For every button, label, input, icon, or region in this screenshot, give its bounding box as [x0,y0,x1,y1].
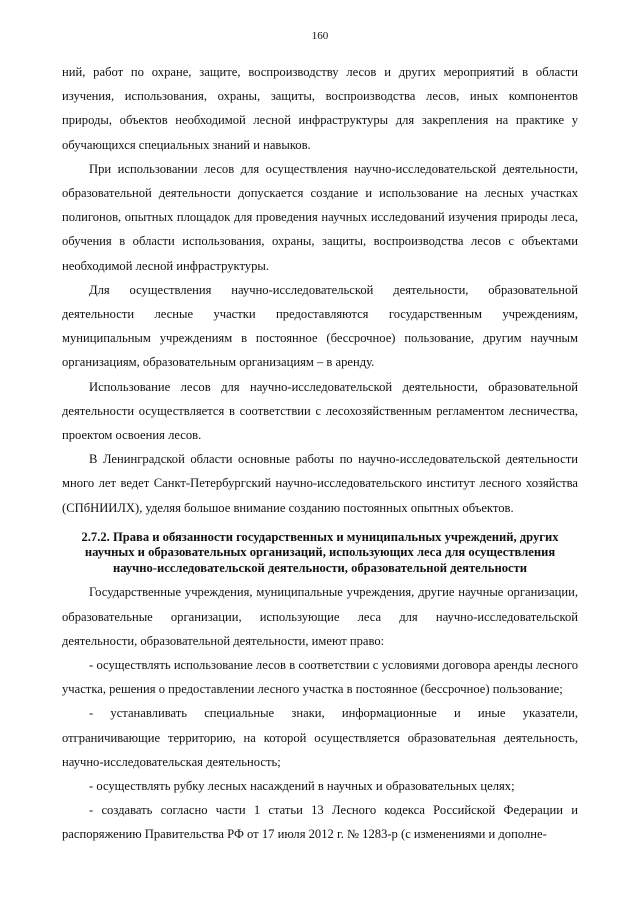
paragraph-continuation: ний, работ по охране, защите, воспроизводству лесов и других мероприятий в области изучения, использования, охраны, защиты, воспроизводства лесов, иных компонентов природы, объектов необходимой лесной инфраструктуры для закрепления на практике у обучающихся специальных знаний и навыков. [62,65,578,152]
list-item: - осуществлять использование лесов в соответствии с условиями договора аренды лесного участка, решения о предоставлении лесного участка в постоянное (бессрочное) пользование; [62,657,578,697]
list-item: - создавать согласно части 1 статьи 13 Лесного кодекса Российской Федерации и распоряжению Правительства РФ от 17 июля 2012 г. № 1283-р (с изменениями и дополне- [62,803,578,842]
page-number: 160 [311,30,329,42]
paragraph: Для осуществления научно-исследовательской деятельности, образовательной деятельности лесные участки предоставляются государственным учреждениям, муниципальным учреждениям в постоянное (бессрочное) пользование, другим научным организациям, образовательным организациям – в аренду. [62,282,578,370]
paragraph: В Ленинградской области основные работы по научно-исследовательской деятельности много лет ведет Санкт-Петербургский научно-исследовательского институт лесного хозяйства (СПбНИИЛХ), уделяя большое внимание созданию постоянных опытных объектов. [62,452,578,515]
list-item: - осуществлять рубку лесных насаждений в научных и образовательных целях; [89,778,515,793]
paragraph: Государственные учреждения, муниципальные учреждения, другие научные организации, образовательные организации, использующие леса для научно-исследовательской деятельности, образовательной деятельности, имеют право: [62,585,578,648]
paragraph: Использование лесов для научно-исследовательской деятельности, образовательной деятельности осуществляется в соответствии с лесохозяйственным регламентом лесничества, проектом освоения лесов. [62,379,578,443]
body-text [62,60,578,847]
paragraph: При использовании лесов для осуществления научно-исследовательской деятельности, образовательной деятельности допускается создание и использование на лесных участках полигонов, опытных площадок для проведения научных исследований изучения природы леса, обучения в области использования, охраны, защиты, воспроизводства лесов с объектами необходимой лесной инфраструктуры. [62,161,578,273]
list-item: - устанавливать специальные знаки, информационные и иные указатели, отграничивающие территорию, на которой осуществляется образовательная деятельность, научно-исследовательская деятельность; [62,706,578,769]
section-heading: 2.7.2. Права и обязанности государственных и муниципальных учреждений, других научных и образовательных организаций, использующих леса для осуществления научно-исследовательской деятельности, образовательной деятельности [81,529,559,575]
